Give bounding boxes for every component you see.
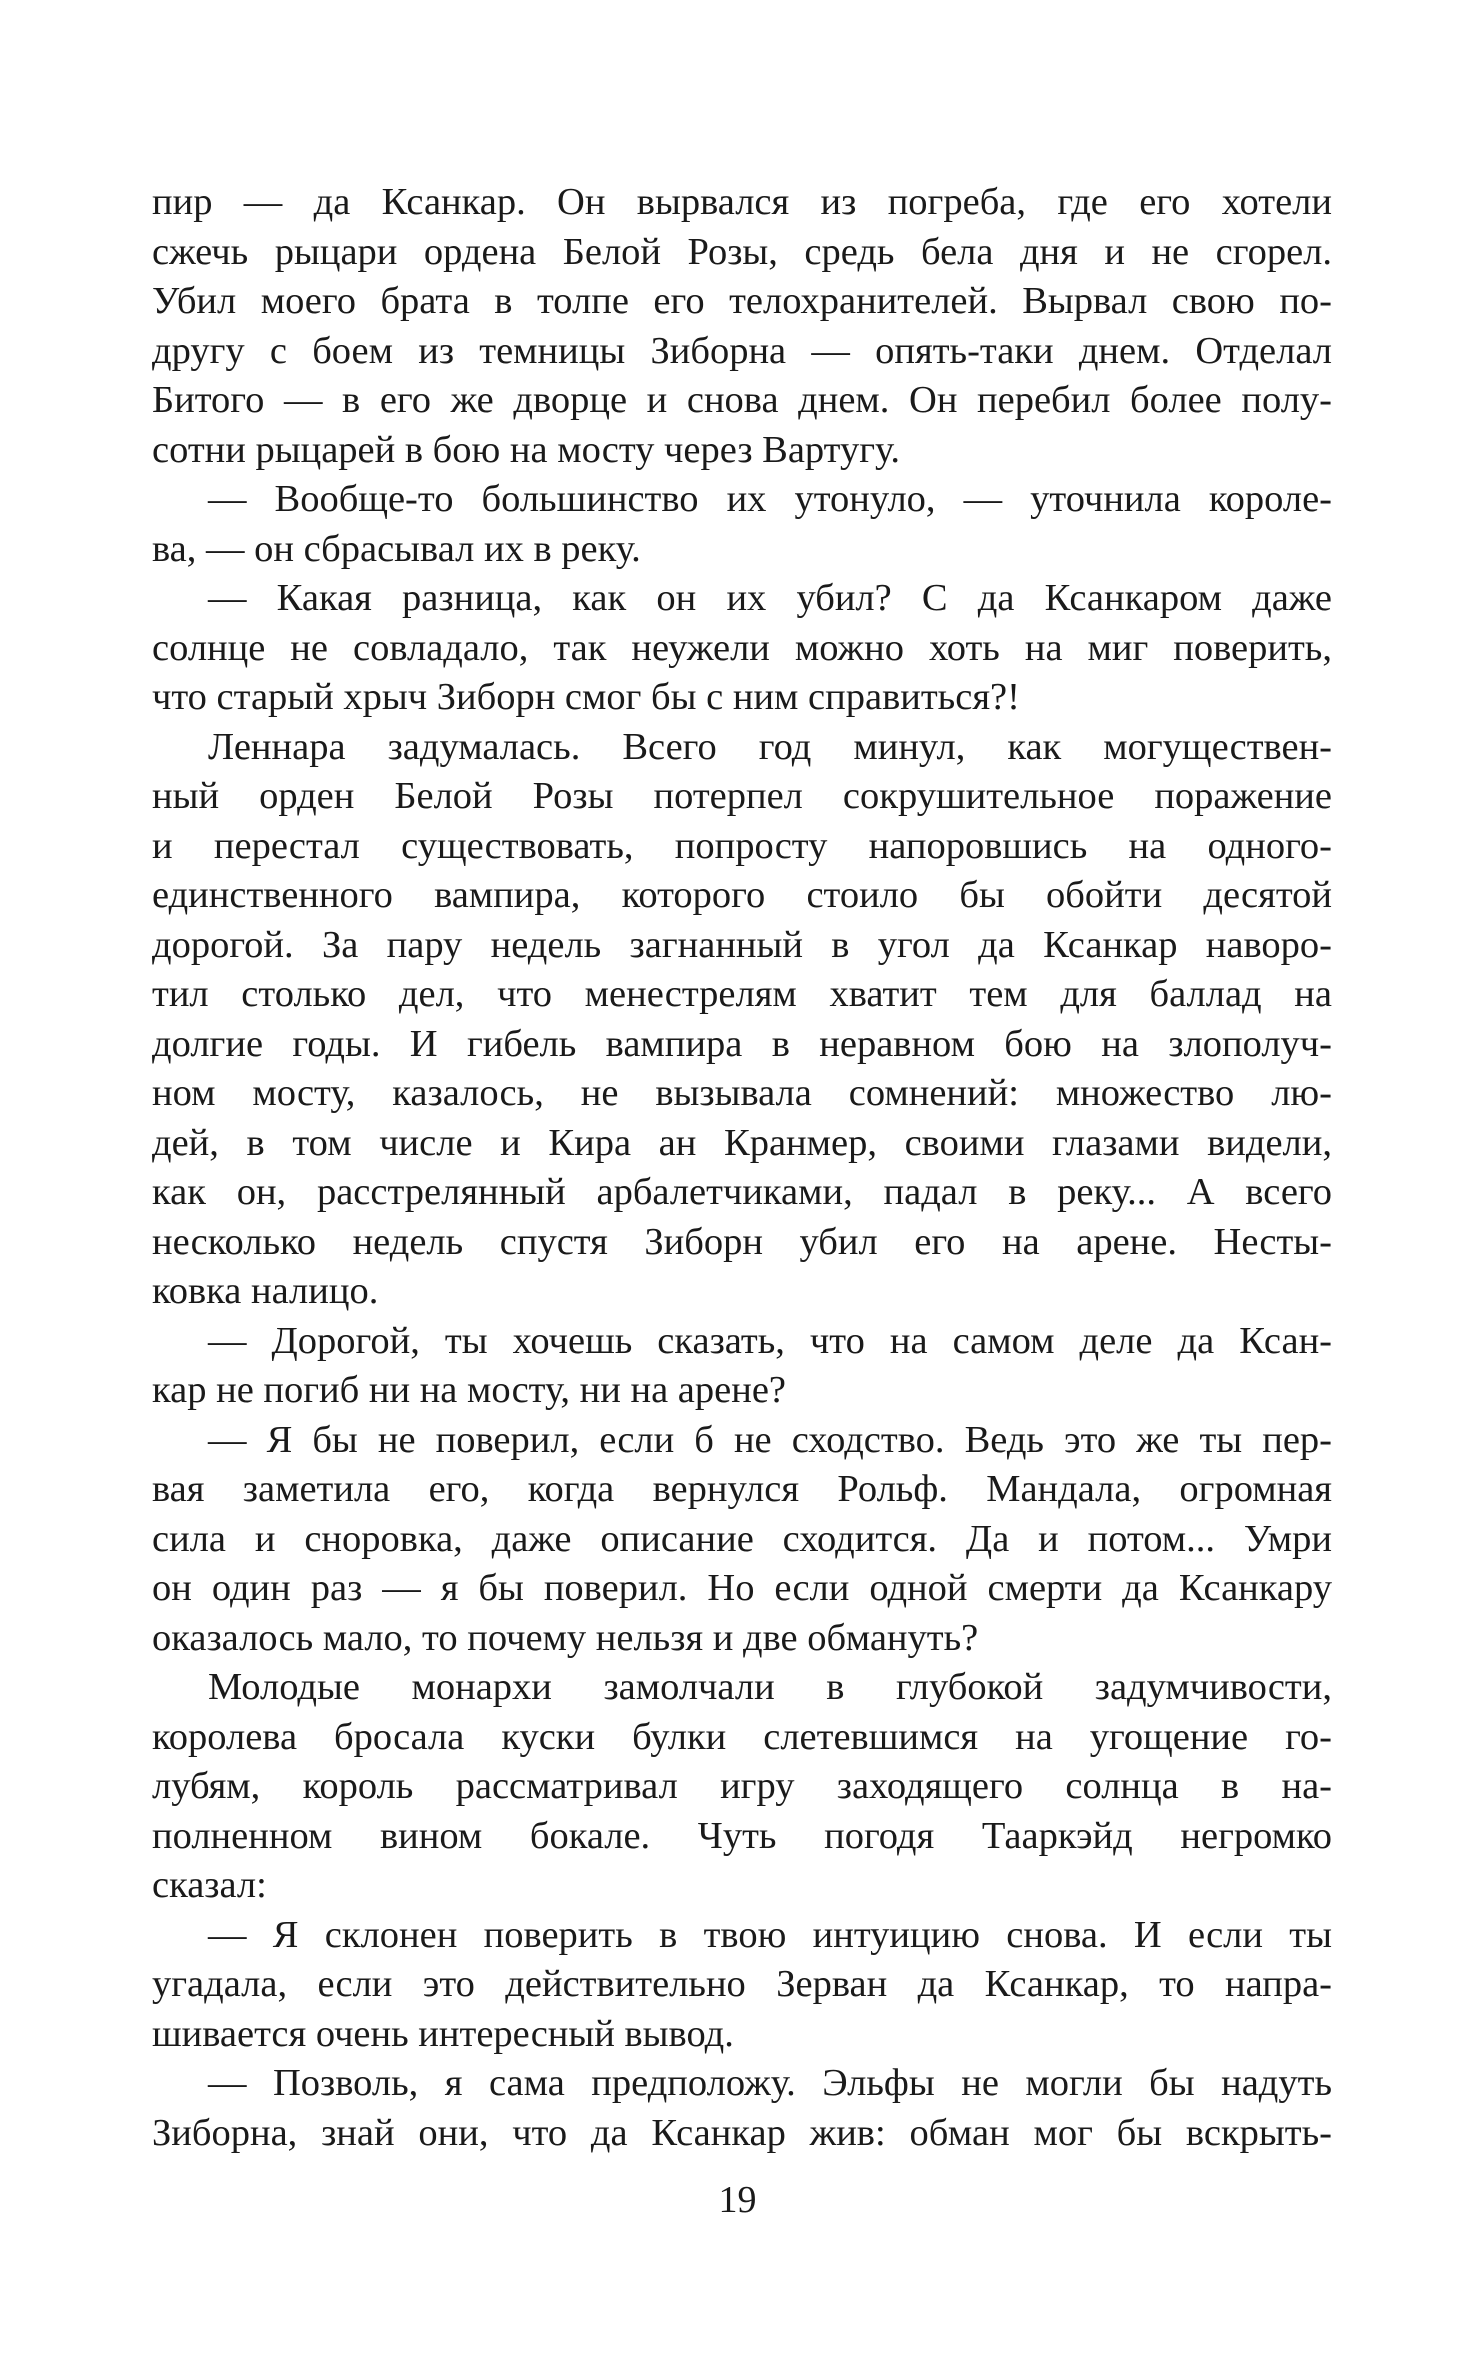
text-line: пир — да Ксанкар. Он вырвался из погреба, где его хотели xyxy=(152,181,1332,223)
text-line: он один раз — я бы поверил. Но если одной смерти да Ксанкару xyxy=(152,1567,1332,1609)
body-text xyxy=(152,178,1332,2158)
text-line: дей, в том числе и Кира ан Кранмер, своими глазами видели, xyxy=(152,1121,1332,1164)
text-line: шивается очень интересный вывод. xyxy=(152,2012,734,2055)
text-line: полненном вином бокале. Чуть погодя Тааркэйд негромко xyxy=(152,1814,1332,1857)
text-line: как он, расстрелянный арбалетчиками, падал в реку... А всего xyxy=(152,1171,1332,1213)
text-line: единственного вампира, которого стоило бы обойти десятой xyxy=(152,874,1332,916)
text-line: — Вообще-то большинство их утонуло, — уточнила короле- xyxy=(208,478,1332,520)
text-line: и перестал существовать, попросту напоровшись на одного- xyxy=(152,824,1332,867)
text-line: тил столько дел, что менестрелям хватит тем для баллад на xyxy=(152,973,1332,1015)
text-line: — Какая разница, как он их убил? С да Ксанкаром даже xyxy=(208,577,1332,619)
text-line: что старый хрыч Зиборн смог бы с ним справиться?! xyxy=(152,676,1020,718)
text-line: сотни рыцарей в бою на мосту через Вартугу. xyxy=(152,428,901,471)
text-line: ном мосту, казалось, не вызывала сомнений: множество лю- xyxy=(152,1072,1332,1114)
text-line: ва, — он сбрасывал их в реку. xyxy=(152,527,641,570)
text-line: Леннара задумалась. Всего год минул, как могуществен- xyxy=(208,725,1332,768)
text-line: несколько недель спустя Зиборн убил его на арене. Несты- xyxy=(152,1220,1332,1263)
text-line: Битого — в его же дворце и снова днем. Он перебил более полу- xyxy=(152,379,1332,421)
text-line: оказалось мало, то почему нельзя и две обмануть? xyxy=(152,1616,979,1659)
text-line: — Позволь, я сама предположу. Эльфы не могли бы надуть xyxy=(208,2062,1332,2104)
text-line: ный орден Белой Розы потерпел сокрушительное поражение xyxy=(152,775,1332,817)
text-line: сказал: xyxy=(152,1864,267,1906)
text-line: долгие годы. И гибель вампира в неравном бою на злополуч- xyxy=(152,1022,1332,1065)
text-line: другу с боем из темницы Зиборна — опять-таки днем. Отделал xyxy=(152,329,1332,372)
text-line: сила и сноровка, даже описание сходится. Да и потом... Умри xyxy=(152,1517,1332,1560)
text-line: лубям, король рассматривал игру заходящего солнца в на- xyxy=(152,1765,1332,1807)
text-line: кар не погиб ни на мосту, ни на арене? xyxy=(152,1369,786,1411)
text-line: Убил моего брата в толпе его телохранителей. Вырвал свою по- xyxy=(152,280,1332,322)
page-number: 19 xyxy=(718,2179,757,2221)
text-line: — Дорогой, ты хочешь сказать, что на самом деле да Ксан- xyxy=(208,1319,1332,1362)
text-line: вая заметила его, когда вернулся Рольф. Мандала, огромная xyxy=(152,1468,1332,1510)
text-line: Молодые монархи замолчали в глубокой задумчивости, xyxy=(208,1666,1332,1708)
text-line: сжечь рыцари ордена Белой Розы, средь бела дня и не сгорел. xyxy=(152,230,1332,273)
text-line: — Я склонен поверить в твою интуицию снова. И если ты xyxy=(208,1913,1332,1956)
text-line: ковка налицо. xyxy=(152,1270,379,1312)
text-line: — Я бы не поверил, если б не сходство. Ведь это же ты пер- xyxy=(208,1418,1332,1461)
text-line: королева бросала куски булки слетевшимся на угощение го- xyxy=(152,1715,1332,1758)
text-line: угадала, если это действительно Зерван да Ксанкар, то напра- xyxy=(152,1963,1332,2005)
text-line: солнце не совладало, так неужели можно хоть на миг поверить, xyxy=(152,626,1332,669)
text-line: Зиборна, знай они, что да Ксанкар жив: обман мог бы вскрыть- xyxy=(152,2111,1332,2154)
text-line: дорогой. За пару недель загнанный в угол да Ксанкар наворо- xyxy=(152,923,1332,966)
